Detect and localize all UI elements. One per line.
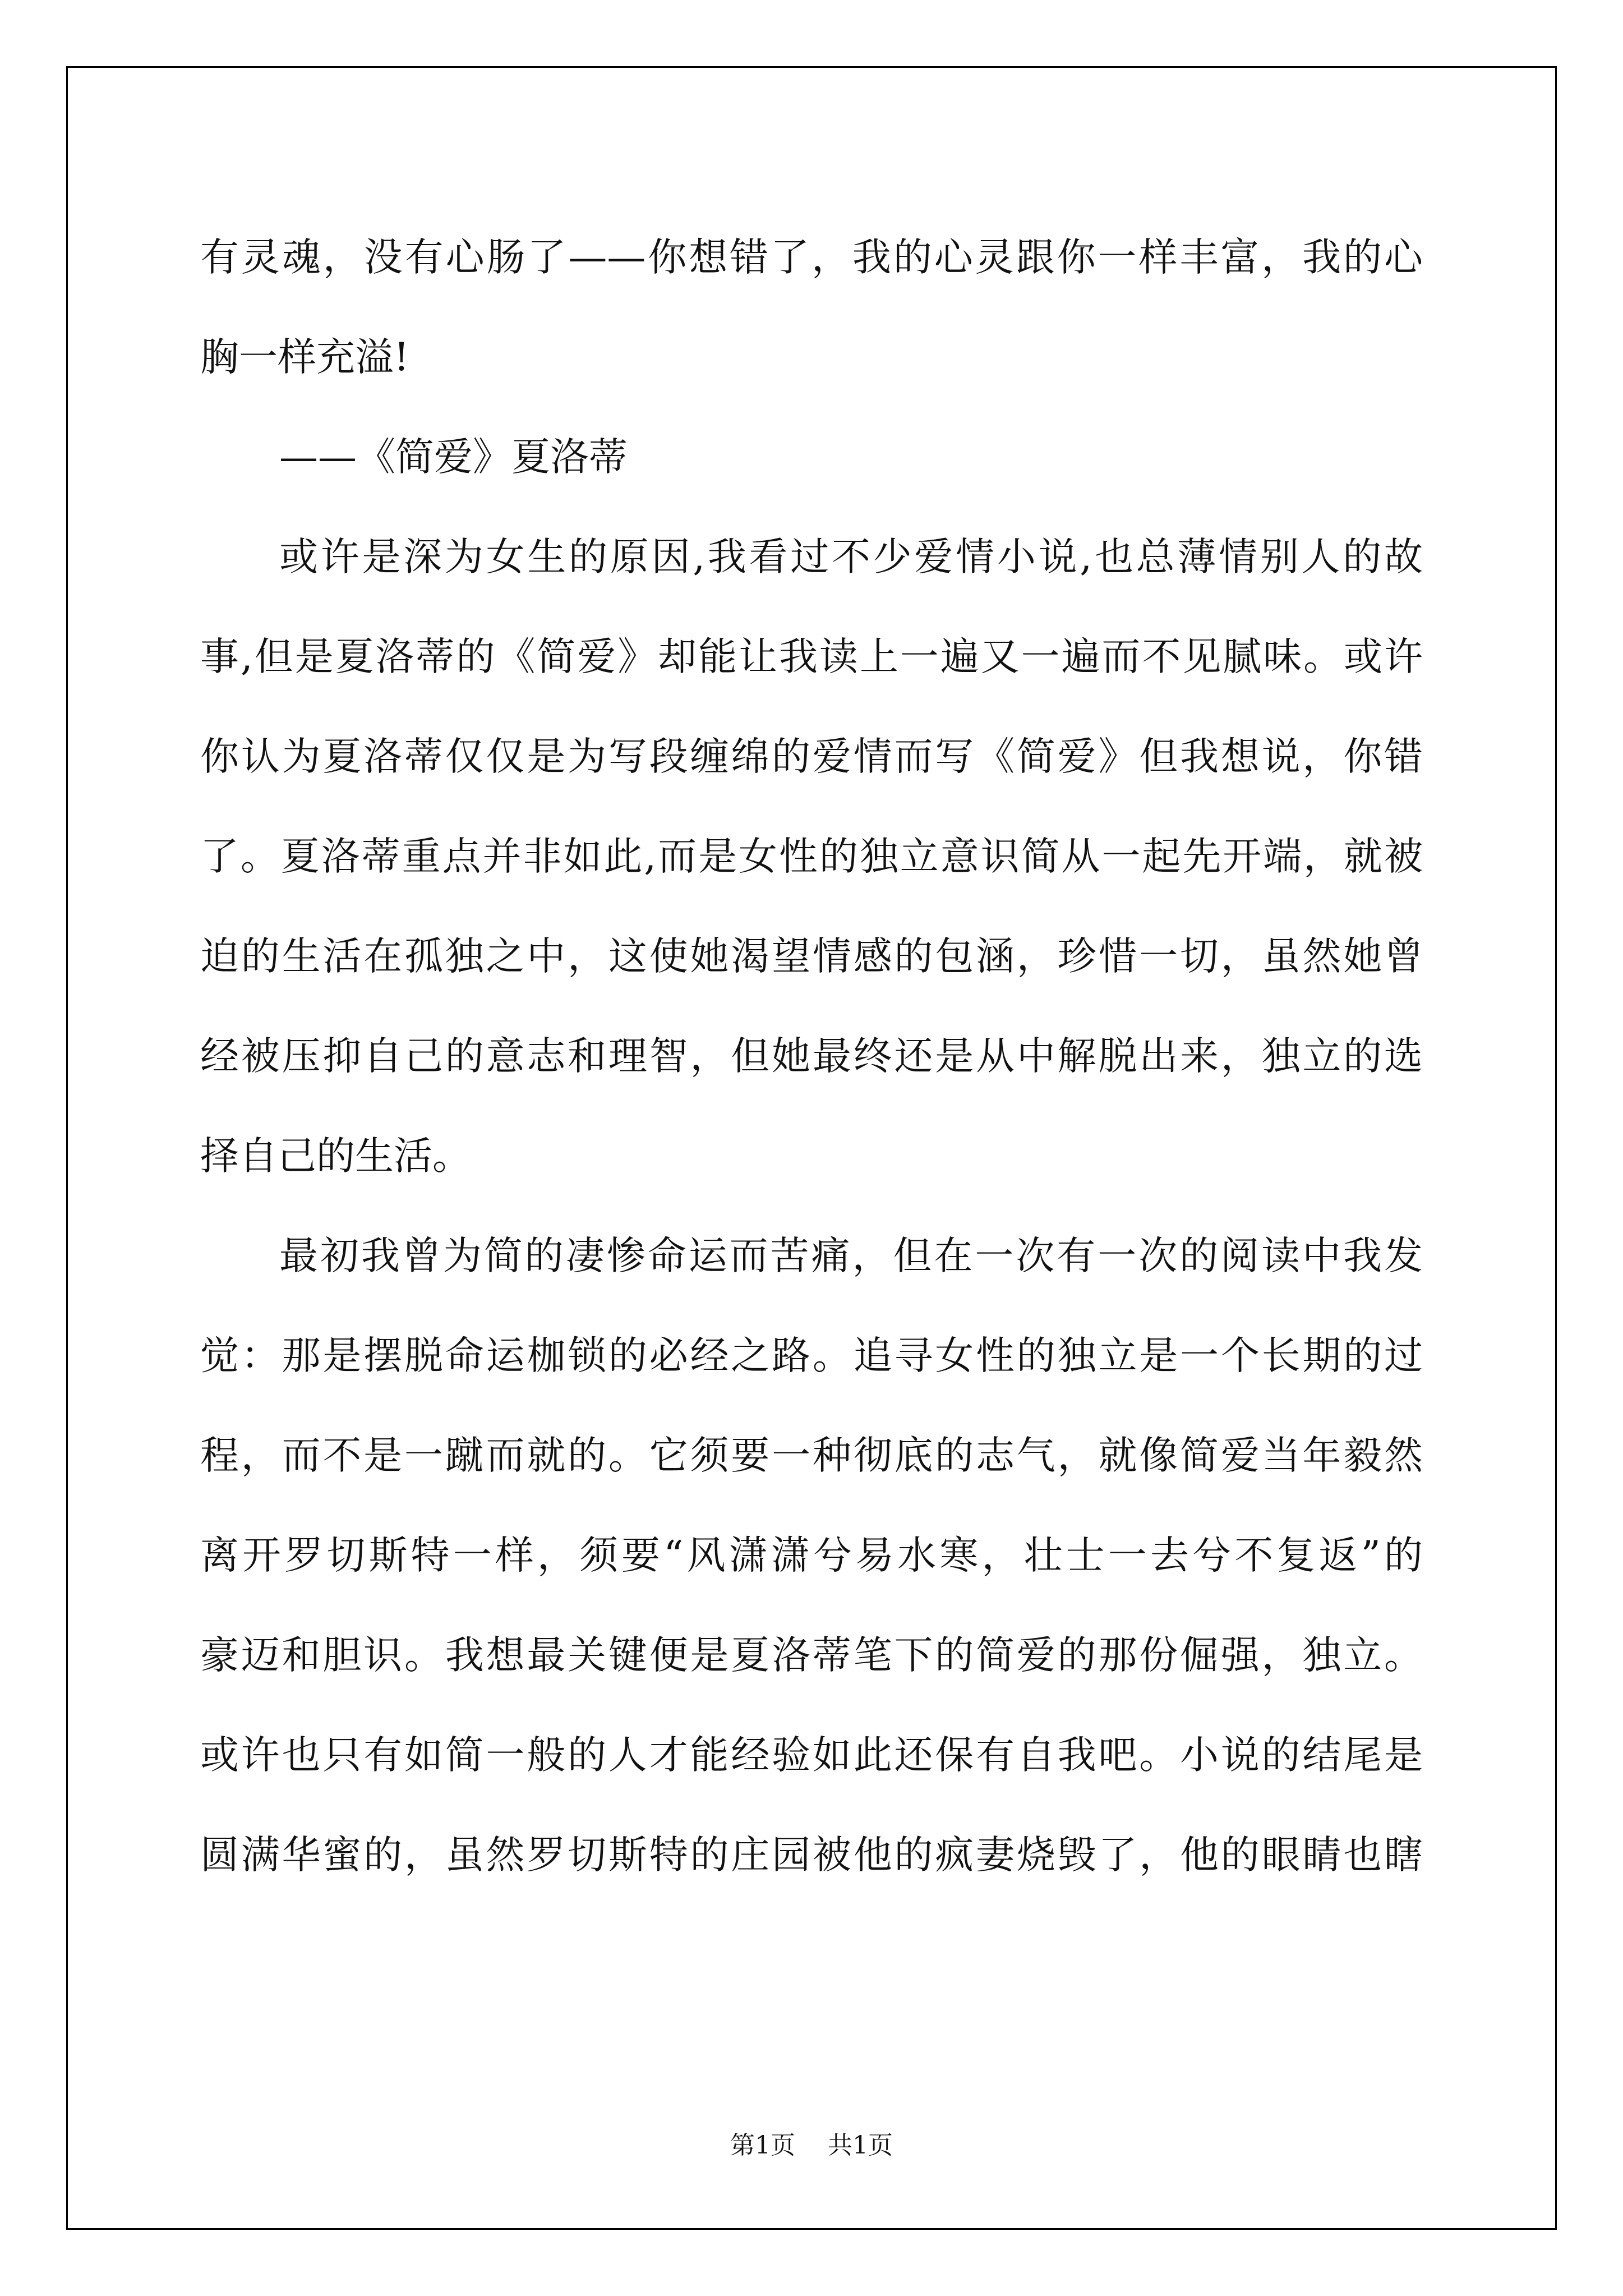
text-line: 程，而不是一蹴而就的。它须要一种彻底的志气，就像简爱当年毅然: [200, 1433, 1423, 1478]
text-line: 择自己的生活。: [200, 1134, 471, 1179]
text-line: 或许也只有如简一般的人才能经验如此还保有自我吧。小说的结尾是: [200, 1733, 1423, 1778]
text-line: 事,但是夏洛蒂的《简爱》却能让我读上一遍又一遍而不见腻味。或许: [200, 634, 1423, 679]
text-line: 你认为夏洛蒂仅仅是为写段缠绵的爱情而写《简爱》但我想说，你错: [200, 734, 1423, 779]
page-number: 第1页: [730, 2131, 795, 2160]
text-line: 了。夏洛蒂重点并非如此,而是女性的独立意识简从一起先开端，就被: [200, 834, 1423, 879]
text-line: 有灵魂，没有心肠了——你想错了，我的心灵跟你一样丰富，我的心: [200, 235, 1423, 280]
text-line: 或许是深为女生的原因,我看过不少爱情小说,也总薄情别人的故: [279, 535, 1423, 579]
quote-attribution: ——《简爱》夏洛蒂: [279, 435, 628, 480]
text-line: 胸一样充溢!: [200, 335, 409, 380]
text-line: 最初我曾为简的凄惨命运而苦痛，但在一次有一次的阅读中我发: [279, 1234, 1423, 1278]
text-line: 觉：那是摆脱命运枷锁的必经之路。追寻女性的独立是一个长期的过: [200, 1333, 1423, 1378]
text-line: 豪迈和胆识。我想最关键便是夏洛蒂笔下的简爱的那份倔强，独立。: [200, 1633, 1423, 1678]
text-line: 离开罗切斯特一样，须要“风潇潇兮易水寒，壮士一去兮不复返”的: [200, 1533, 1423, 1578]
page-footer: [0, 2130, 1623, 2161]
page-total: 共1页: [828, 2131, 893, 2160]
text-line: 迫的生活在孤独之中，这使她渴望情感的包涵，珍惜一切，虽然她曾: [200, 934, 1423, 979]
document-body: [200, 208, 1423, 1905]
text-line: 经被压抑自己的意志和理智，但她最终还是从中解脱出来，独立的选: [200, 1034, 1423, 1079]
text-line: 圆满华蜜的，虽然罗切斯特的庄园被他的疯妻烧毁了，他的眼睛也瞎: [200, 1833, 1423, 1878]
